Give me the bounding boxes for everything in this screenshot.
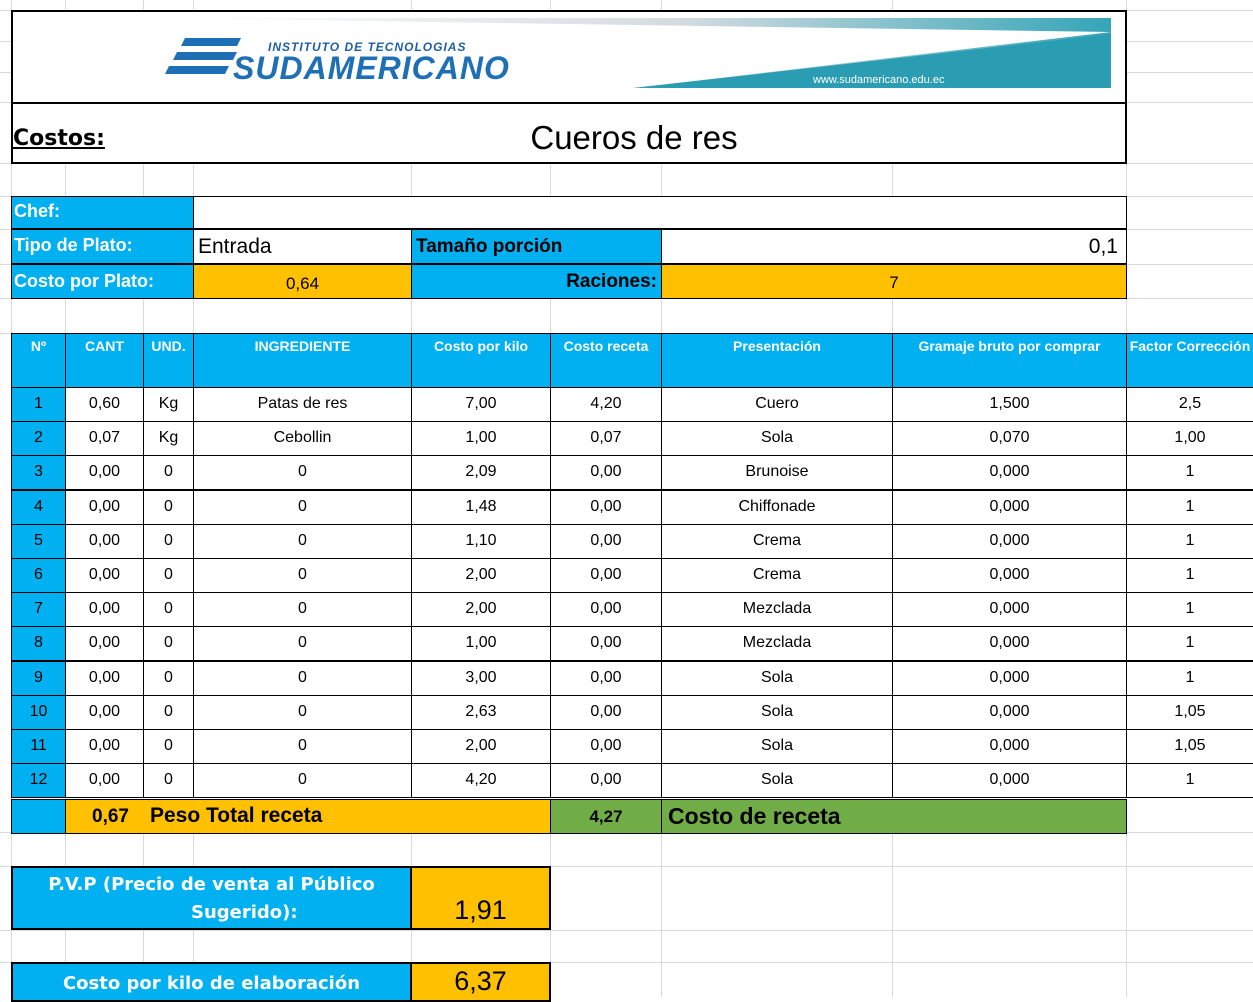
row-ingrediente[interactable]: 0 (193, 455, 412, 490)
row-und[interactable]: 0 (143, 558, 194, 593)
row-costo-receta[interactable]: 0,00 (550, 729, 662, 764)
row-number: 5 (11, 524, 66, 559)
tipo-label-cell (11, 229, 194, 264)
costo-plato-value-cell (193, 264, 412, 299)
row-gramaje[interactable]: 0,070 (892, 421, 1127, 456)
row-ingrediente[interactable]: 0 (193, 661, 412, 696)
row-factor[interactable]: 1,05 (1126, 729, 1253, 764)
row-costo-kilo[interactable]: 2,09 (411, 455, 551, 490)
header-und: UND. (143, 333, 194, 388)
costos-label-cell (11, 102, 145, 164)
institute-small-text: INSTITUTO DE TECNOLOGIAS (268, 40, 467, 54)
row-cant[interactable]: 0,00 (65, 763, 144, 798)
tamano-label-cell (411, 229, 662, 264)
row-costo-kilo[interactable]: 1,48 (411, 490, 551, 525)
header-gramaje: Gramaje bruto por comprar (892, 333, 1127, 388)
row-gramaje[interactable]: 0,000 (892, 661, 1127, 696)
row-ingrediente[interactable]: 0 (193, 592, 412, 627)
tipo-value-cell[interactable] (193, 229, 412, 264)
row-costo-receta[interactable]: 0,00 (550, 524, 662, 559)
header-cant: CANT (65, 333, 144, 388)
dish-title: Cueros de res (530, 119, 738, 156)
tipo-value: Entrada (198, 235, 272, 258)
costo-kilo-value: 6,37 (454, 966, 507, 996)
row-presentacion[interactable]: Brunoise (661, 455, 893, 490)
costo-receta-label: Costo de receta (668, 803, 841, 829)
row-number: 4 (11, 490, 66, 525)
row-gramaje[interactable]: 0,000 (892, 490, 1127, 525)
header-costo-kilo: Costo por kilo (411, 333, 551, 388)
row-ingrediente[interactable]: 0 (193, 558, 412, 593)
website-text: www.sudamericano.edu.ec (813, 74, 945, 86)
row-cant[interactable]: 0,00 (65, 695, 144, 730)
row-und[interactable]: 0 (143, 592, 194, 627)
row-und[interactable]: 0 (143, 695, 194, 730)
row-und[interactable]: 0 (143, 729, 194, 764)
row-und[interactable]: 0 (143, 626, 194, 661)
row-number: 12 (11, 763, 66, 798)
row-cant[interactable]: 0,00 (65, 558, 144, 593)
row-factor[interactable]: 1 (1126, 524, 1253, 559)
tamano-value: 0,1 (1088, 235, 1118, 258)
row-cant[interactable]: 0,60 (65, 387, 144, 422)
row-presentacion[interactable]: Cuero (661, 387, 893, 422)
row-costo-kilo[interactable]: 2,63 (411, 695, 551, 730)
sudamericano-logo (13, 12, 1125, 102)
header-ingrediente: INGREDIENTE (193, 333, 412, 388)
totals-blank-cell (11, 799, 66, 834)
row-costo-kilo[interactable]: 7,00 (411, 387, 551, 422)
pvp-value: 1,91 (454, 895, 507, 925)
raciones-value-cell (661, 264, 1127, 299)
row-presentacion[interactable]: Crema (661, 558, 893, 593)
row-presentacion[interactable]: Crema (661, 524, 893, 559)
chef-label-cell (11, 196, 194, 229)
row-cant[interactable]: 0,00 (65, 455, 144, 490)
row-und[interactable]: 0 (143, 455, 194, 490)
row-presentacion[interactable]: Sola (661, 661, 893, 696)
row-factor[interactable]: 1 (1126, 558, 1253, 593)
row-ingrediente[interactable]: 0 (193, 490, 412, 525)
peso-total-value: 0,67 (92, 806, 129, 827)
row-number: 7 (11, 592, 66, 627)
costo-kilo-value-cell (410, 962, 551, 1002)
row-costo-receta[interactable]: 0,00 (550, 455, 662, 490)
row-factor[interactable]: 1 (1126, 455, 1253, 490)
row-costo-receta[interactable]: 0,00 (550, 763, 662, 798)
row-cant[interactable]: 0,07 (65, 421, 144, 456)
row-factor[interactable]: 1 (1126, 490, 1253, 525)
row-gramaje[interactable]: 0,000 (892, 524, 1127, 559)
row-factor[interactable]: 1 (1126, 661, 1253, 696)
costo-plato-value: 0,64 (285, 274, 320, 293)
header-presentacion: Presentación (661, 333, 893, 388)
institute-name-text: SUDAMERICANO (233, 50, 510, 86)
peso-total-cell (65, 799, 551, 834)
row-ingrediente[interactable]: 0 (193, 524, 412, 559)
row-ingrediente[interactable]: 0 (193, 695, 412, 730)
row-presentacion[interactable]: Chiffonade (661, 490, 893, 525)
row-presentacion[interactable]: Sola (661, 763, 893, 798)
row-number: 8 (11, 626, 66, 661)
costos-label: Costos: (13, 126, 105, 151)
row-und[interactable]: Kg (143, 421, 194, 456)
row-und[interactable]: Kg (143, 387, 194, 422)
row-cant[interactable]: 0,00 (65, 661, 144, 696)
header-costo-receta: Costo receta (550, 333, 662, 388)
row-presentacion[interactable]: Sola (661, 421, 893, 456)
row-gramaje[interactable]: 0,000 (892, 695, 1127, 730)
row-presentacion[interactable]: Mezclada (661, 592, 893, 627)
costo-receta-total-value: 4,27 (589, 807, 623, 826)
row-costo-kilo[interactable]: 4,20 (411, 763, 551, 798)
row-number: 9 (11, 661, 66, 696)
costo-kilo-label-cell (11, 962, 412, 1002)
pvp-label-cell (11, 866, 412, 930)
row-factor[interactable]: 1,00 (1126, 421, 1253, 456)
row-costo-receta[interactable]: 0,00 (550, 661, 662, 696)
row-ingrediente[interactable]: Cebollin (193, 421, 412, 456)
row-gramaje[interactable]: 1,500 (892, 387, 1127, 422)
row-cant[interactable]: 0,00 (65, 490, 144, 525)
row-und[interactable]: 0 (143, 661, 194, 696)
row-factor[interactable]: 2,5 (1126, 387, 1253, 422)
row-cant[interactable]: 0,00 (65, 729, 144, 764)
row-number: 1 (11, 387, 66, 422)
tamano-label: Tamaño porción (416, 236, 563, 257)
row-costo-receta[interactable]: 4,20 (550, 387, 662, 422)
row-number: 10 (11, 695, 66, 730)
row-costo-kilo[interactable]: 1,10 (411, 524, 551, 559)
row-costo-kilo[interactable]: 2,00 (411, 558, 551, 593)
pvp-value-cell (410, 866, 551, 930)
row-ingrediente[interactable]: 0 (193, 626, 412, 661)
row-costo-receta[interactable]: 0,00 (550, 626, 662, 661)
row-gramaje[interactable]: 0,000 (892, 729, 1127, 764)
header-no: Nº (11, 333, 66, 388)
peso-total-label: Peso Total receta (150, 804, 323, 827)
costo-plato-label-cell (11, 264, 194, 299)
chef-value-cell[interactable] (193, 196, 1127, 229)
raciones-label: Raciones: (566, 271, 657, 292)
row-costo-kilo[interactable]: 2,00 (411, 592, 551, 627)
tipo-label: Tipo de Plato: (14, 235, 133, 255)
row-number: 2 (11, 421, 66, 456)
row-costo-kilo[interactable]: 3,00 (411, 661, 551, 696)
row-factor[interactable]: 1 (1126, 626, 1253, 661)
pvp-label-line2: Sugerido): (191, 902, 298, 923)
chef-label: Chef: (14, 201, 60, 221)
row-costo-receta[interactable]: 0,00 (550, 490, 662, 525)
dish-title-cell (143, 102, 1127, 164)
row-cant[interactable]: 0,00 (65, 592, 144, 627)
raciones-value: 7 (889, 273, 899, 292)
row-ingrediente[interactable]: 0 (193, 763, 412, 798)
row-factor[interactable]: 1 (1126, 763, 1253, 798)
header-factor: Factor Corrección (1126, 333, 1253, 388)
row-presentacion[interactable]: Sola (661, 695, 893, 730)
row-number: 3 (11, 455, 66, 490)
row-factor[interactable]: 1,05 (1126, 695, 1253, 730)
row-und[interactable]: 0 (143, 524, 194, 559)
row-cant[interactable]: 0,00 (65, 626, 144, 661)
costo-receta-total-cell (550, 799, 662, 834)
row-gramaje[interactable]: 0,000 (892, 558, 1127, 593)
row-costo-receta[interactable]: 0,00 (550, 592, 662, 627)
costo-receta-label-cell (661, 799, 1127, 834)
raciones-label-cell (411, 264, 662, 299)
row-gramaje[interactable]: 0,000 (892, 626, 1127, 661)
row-factor[interactable]: 1 (1126, 592, 1253, 627)
logo-banner (11, 10, 1127, 102)
row-number: 6 (11, 558, 66, 593)
costo-plato-label: Costo por Plato: (14, 271, 154, 291)
row-gramaje[interactable]: 0,000 (892, 763, 1127, 798)
row-costo-receta[interactable]: 0,00 (550, 695, 662, 730)
row-gramaje[interactable]: 0,000 (892, 455, 1127, 490)
pvp-label-line1: P.V.P (Precio de venta al Público (48, 874, 375, 895)
row-ingrediente[interactable]: Patas de res (193, 387, 412, 422)
row-costo-kilo[interactable]: 1,00 (411, 626, 551, 661)
row-number: 11 (11, 729, 66, 764)
row-cant[interactable]: 0,00 (65, 524, 144, 559)
row-presentacion[interactable]: Sola (661, 729, 893, 764)
row-und[interactable]: 0 (143, 490, 194, 525)
row-gramaje[interactable]: 0,000 (892, 592, 1127, 627)
costo-kilo-label: Costo por kilo de elaboración (62, 973, 361, 994)
row-costo-kilo[interactable]: 2,00 (411, 729, 551, 764)
row-costo-receta[interactable]: 0,00 (550, 558, 662, 593)
row-costo-kilo[interactable]: 1,00 (411, 421, 551, 456)
row-presentacion[interactable]: Mezclada (661, 626, 893, 661)
tamano-value-cell[interactable] (661, 229, 1127, 264)
row-costo-receta[interactable]: 0,07 (550, 421, 662, 456)
row-ingrediente[interactable]: 0 (193, 729, 412, 764)
row-und[interactable]: 0 (143, 763, 194, 798)
